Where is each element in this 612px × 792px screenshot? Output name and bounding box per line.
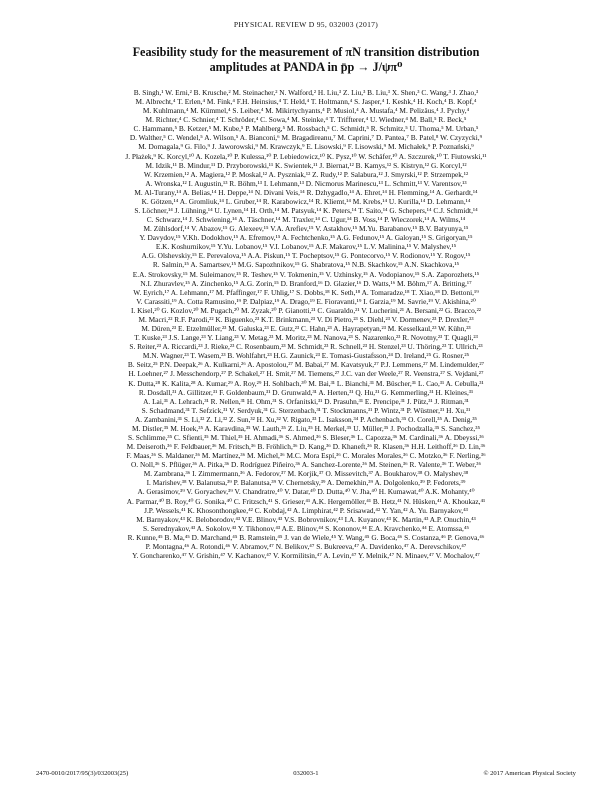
author-line: M. Idzik,¹¹ B. Mindur,¹¹ D. Przyborowski,¹¹ K. Swientek,¹¹ J. Biernat,¹² B. Kamys,¹² S. Kistryn,¹² G. Korcyl,¹² <box>145 160 467 170</box>
author-line: S. Löchner,¹⁴ J. Lühning,¹⁴ U. Lynen,¹⁴ H. Orth,¹⁴ M. Patsyuk,¹⁴ K. Peters,¹⁴ T. Saito,¹⁴ G. Schepers,¹⁴ C.J. Schmidt,¹⁴ <box>134 206 478 216</box>
author-line: R. Salmin,¹⁵ A. Samartsev,¹⁵ M.G. Sapozhnikov,¹⁵ G. Shabratova,¹⁵ N.B. Skachkov,¹⁵ A.N. Skachkova,¹⁵ <box>152 260 460 270</box>
author-line: C. Schwarz,¹⁴ J. Schwiening,¹⁴ A. Täschner,¹⁴ M. Traxler,¹⁴ C. Ugur,¹⁴ B. Voss,¹⁴ P. Wieczorek,¹⁴ A. Wilms,¹⁴ <box>146 215 466 225</box>
footer-issn: 2470-0010/2017/95(3)/032003(25) <box>36 770 129 777</box>
author-line: E.A. Strokovsky,¹⁵ M. Suleimanov,¹⁵ R. Teshev,¹⁵ V. Tokmenin,¹⁵ V. Uzhinsky,¹⁵ A. Vodopianov,¹⁵ S.A. Zaporozhets,¹⁵ <box>132 269 480 279</box>
author-list <box>40 88 572 560</box>
author-line: A. Parmar,⁴⁰ B. Roy,⁴⁰ G. Sonika,⁴⁰ C. Fritzsch,⁴¹ S. Grieser,⁴¹ A.K. Hergemöller,⁴¹ B. Hetz,⁴¹ N. Hüsken,⁴¹ A. Khoukaz,⁴¹ <box>126 496 486 506</box>
author-line: W. Eyrich,¹⁷ A. Lehmann,¹⁷ M. Pfaffinger,¹⁷ F. Uhlig,¹⁷ S. Dobbs,¹⁸ K. Seth,¹⁸ A. Tomaradze,¹⁸ T. Xiao,¹⁸ D. Bettoni,¹⁹ <box>133 287 479 297</box>
author-line: D. Walther,⁵ C. Wendel,⁵ A. Wilson,⁵ A. Bianconi,⁶ M. Bragadireanu,⁷ M. Caprini,⁷ D. Pantea,⁷ B. Patel,⁸ W. Czyzycki,⁹ <box>129 133 483 143</box>
paper-title <box>56 45 556 74</box>
footer-copyright: © 2017 American Physical Society <box>483 770 576 777</box>
author-line: B. Seitz,²⁵ P.N. Deepak,²⁶ A. Kulkarni,²⁶ A. Apostolou,²⁷ M. Babai,²⁷ M. Kavatsyuk,²⁷ P.J. Lemmens,²⁷ M. Lindemulder,²⁷ <box>127 360 485 370</box>
author-line: K. Götzen,¹⁴ A. Gromliuk,¹⁴ L. Gruber,¹⁴ R. Karabowicz,¹⁴ R. Kliemt,¹⁴ M. Krebs,¹⁴ U. Kurilla,¹⁴ D. Lehmann,¹⁴ <box>141 196 471 206</box>
author-line: S. Reiter,²³ A. Riccardi,²³ J. Rieke,²³ C. Rosenbaum,²³ M. Schmidt,²³ R. Schnell,²³ H. Stenzel,²³ U. Thöring,²³ T. Ullrich,²³ <box>129 342 483 352</box>
author-line: N.I. Zhuravlev,¹⁵ A. Zinchenko,¹⁵ A.G. Zorin,¹⁵ D. Branford,¹⁶ D. Glazier,¹⁶ D. Watts,¹⁶ M. Böhm,¹⁷ A. Britting,¹⁷ <box>140 278 472 288</box>
page-footer <box>36 770 576 777</box>
author-line: E.K. Koshurnikov,¹⁵ Y.Yu. Lobanov,¹⁵ V.I. Lobanov,¹⁵ A.F. Makarov,¹⁵ L.V. Malinina,¹⁵ V. Malyshev,¹⁵ <box>155 242 457 252</box>
journal-header: PHYSICAL REVIEW D 95, 032003 (2017) <box>233 20 379 29</box>
author-line: W. Krzemien,¹² A. Magiera,¹² P. Moskal,¹² A. Pyszniak,¹² Z. Rudy,¹² P. Salabura,¹² J. Smyrski,¹² P. Strzempek,¹² <box>143 169 469 179</box>
author-line: M. Deiseroth,³⁶ F. Feldbauer,³⁶ M. Fritsch,³⁶ B. Fröhlich,³⁶ D. Kang,³⁶ D. Khaneft,³⁶ R. Klasen,³⁶ H.H. Leithoff,³⁶ D. Lin,³⁶ <box>126 442 486 452</box>
author-line: A.G. Olshevskiy,¹⁵ E. Perevalova,¹⁵ A.A. Piskun,¹⁵ T. Pocheptsov,¹⁵ G. Pontecorvo,¹⁵ V. Rodionov,¹⁵ Y. Rogov,¹⁵ <box>141 251 471 261</box>
author-line: M. Al-Turany,¹⁴ A. Belias,¹⁴ H. Deppe,¹⁴ N. Divani Veis,¹⁴ R. Dzhygadlo,¹⁴ A. Ehret,¹⁴ H. Flemming,¹⁴ A. Gerhardt,¹⁴ <box>134 187 478 197</box>
author-line: S. Schlimme,³⁵ C. Sfienti,³⁵ M. Thiel,³⁵ H. Ahmadi,³⁶ S. Ahmed,³⁶ S. Bleser,³⁶ L. Capozza,³⁶ M. Cardinali,³⁶ A. Dbeyssi,³⁶ <box>128 432 484 442</box>
author-line: H. Loehner,²⁷ J. Messchendorp,²⁷ P. Schakel,²⁷ H. Smit,²⁷ M. Tiemens,²⁷ J.C. van der Weele,²⁷ R. Veenstra,²⁷ S. Vejdani,²⁷ <box>128 369 484 379</box>
author-line: R. Kunne,⁴⁵ B. Ma,⁴⁵ D. Marchand,⁴⁵ B. Ramstein,⁴⁵ J. van de Wiele,⁴⁵ Y. Wang,⁴⁵ G. Boca,⁴⁶ S. Costanza,⁴⁶ P. Genova,⁴⁶ <box>127 532 485 542</box>
author-line: M. Richter,⁴ C. Schnier,⁴ T. Schröder,⁴ C. Sowa,⁴ M. Steinke,⁴ T. Triffterer,⁴ U. Wiedner,⁴ M. Ball,⁵ R. Beck,⁵ <box>145 115 467 125</box>
author-line: M. Zambrana,³⁶ I. Zimmermann,³⁶ A. Fedorov,³⁷ M. Korjik,³⁷ O. Missevitch,³⁷ A. Boukharov,³⁸ O. Malyshev,³⁸ <box>143 469 469 479</box>
author-line: A. Zambanini,³¹ S. Li,³² Z. Li,³² Z. Sun,³² H. Xu,³² V. Rigato,³³ L. Isaksson,³⁴ P. Achenbach,³⁵ O. Corell,³⁵ A. Denig,³⁵ <box>135 414 477 424</box>
author-line: I. Marishev,³⁸ V. Balanutsa,³⁹ P. Balanutsa,³⁹ V. Chernetsky,³⁹ A. Demekhin,³⁹ A. Dolgolenko,³⁹ P. Fedorets,³⁹ <box>146 478 466 488</box>
author-line: A. Wronska,¹² I. Augustin,¹³ R. Böhm,¹³ I. Lehmann,¹³ D. Nicmorus Marinescu,¹³ L. Schmitt,¹³ V. Varentsov,¹³ <box>145 178 467 188</box>
author-line: J.P. Wessels,⁴¹ K. Khosonthongkee,⁴² C. Kobdaj,⁴² A. Limphirat,⁴² P. Srisawad,⁴² Y. Yan,⁴² A. Yu. Barnyakov,⁴³ <box>144 505 468 515</box>
author-line: B. Singh,¹ W. Erni,² B. Krusche,² M. Steinacher,² N. Walford,² H. Liu,³ Z. Liu,³ B. Liu,³ X. Shen,³ C. Wang,³ J. Zhao,³ <box>133 88 479 97</box>
author-line: M. Domagala,⁹ G. Filo,⁹ J. Jaworowski,⁹ M. Krawczyk,⁹ E. Lisowski,⁹ F. Lisowski,⁹ M. Michałek,⁹ P. Poznański,⁹ <box>138 142 474 152</box>
author-line: M. Macri,²² R.F. Parodi,²² K. Biguenko,²³ K.T. Brinkmann,²³ V. Di Pietro,²³ S. Diehl,²³ V. Dormenev,²³ P. Drexler,²³ <box>138 314 474 324</box>
author-line: Y. Goncharenko,⁴⁷ V. Grishin,⁴⁷ V. Kachanov,⁴⁷ V. Kormilitsin,⁴⁷ A. Levin,⁴⁷ Y. Melnik,⁴⁷ N. Minaev,⁴⁷ V. Mochalov,⁴⁷ <box>132 550 480 560</box>
author-line: C. Hammann,⁵ B. Ketzer,⁵ M. Kube,⁵ P. Mahlberg,⁵ M. Rossbach,⁵ C. Schmidt,⁵ R. Schmitz,⁵ U. Thoma,⁵ M. Urban,⁵ <box>133 124 479 134</box>
author-line: T. Kuske,²³ J.S. Lange,²³ Y. Liang,²³ V. Metag,²³ M. Moritz,²³ M. Nanova,²³ S. Nazarenko,²³ R. Novotny,²³ T. Quagli,²³ <box>134 333 478 343</box>
title-line-1: Feasibility study for the measurement of πN transition distribution <box>132 45 480 59</box>
author-line: O. Noll,³⁶ S. Pflüger,³⁶ A. Pitka,³⁶ D. Rodríguez Piñeiro,³⁶ A. Sanchez-Lorente,³⁶ M. Steinen,³⁶ R. Valente,³⁶ T. Weber,³⁶ <box>130 460 482 470</box>
author-line: A. Lai,³¹ A. Lehrach,³¹ R. Nellen,³¹ H. Ohm,³¹ S. Orfanitski,³¹ D. Prasuhn,³¹ E. Prencipe,³¹ J. Pütz,³¹ J. Ritman,³¹ <box>143 396 469 406</box>
author-line: I. Kisel,²⁰ G. Kozlov,²⁰ M. Pugach,²⁰ M. Zyzak,²⁰ P. Gianotti,²¹ C. Guaraldo,²¹ V. Lucherini,²¹ A. Bersani,²² G. Bracco,²² <box>130 305 482 315</box>
author-line: Y. Davydov,¹⁵ V.Kh. Dodokhov,¹⁵ A. Efremov,¹⁵ A. Fechtchenko,¹⁵ A.G. Fedunov,¹⁵ A. Galoyan,¹⁵ S. Grigoryan,¹⁵ <box>139 233 473 243</box>
author-line: S. Serednyakov,⁴³ A. Sokolov,⁴³ Y. Tikhonov,⁴³ A.E. Blinov,⁴⁴ S. Kononov,⁴⁴ E.A. Kravchenko,⁴⁴ E. Atomssa,⁴⁵ <box>143 523 469 533</box>
author-line: F. Maas,³⁶ S. Maldaner,³⁶ M. Martínez,³⁶ M. Michel,³⁶ M.C. Mora Espí,³⁶ C. Morales Morales,³⁶ C. Motzko,³⁶ F. Nerling,³⁶ <box>126 451 486 461</box>
author-line: R. Dosdall,³¹ A. Gillitzer,³¹ F. Goldenbaum,³¹ D. Grunwald,³¹ A. Herten,³¹ Q. Hu,³¹ G. Kemmerling,³¹ H. Kleines,³¹ <box>138 387 474 397</box>
author-line: M. Düren,²³ E. Etzelmüller,²³ M. Galuska,²³ E. Gutz,²³ C. Hahn,²³ A. Hayrapetyan,²³ M. Kesselkaul,²³ W. Kühn,²³ <box>141 324 471 334</box>
author-line: V. Carassiti,¹⁹ A. Cotta Ramusino,¹⁹ P. Dalpiaz,¹⁹ A. Drago,¹⁹ E. Fioravanti,¹⁹ I. Garzia,¹⁹ M. Savrie,¹⁹ V. Akishina,²⁰ <box>136 296 476 306</box>
footer-page-number: 032003-1 <box>293 770 319 777</box>
author-line: M. Albrecht,⁴ T. Erlen,⁴ M. Fink,⁴ F.H. Heinsius,⁴ T. Held,⁴ T. Holtmann,⁴ S. Jasper,⁴ I. Keshk,⁴ H. Koch,⁴ B. Kopf,⁴ <box>135 97 477 107</box>
author-line: J. Płażek,⁹ K. Korcyl,¹⁰ A. Kozela,¹⁰ P. Kulessa,¹⁰ P. Lebiedowicz,¹⁰ K. Pysz,¹⁰ W. Schäfer,¹⁰ A. Szczurek,¹⁰ T. Fiutowski,¹¹ <box>125 151 487 161</box>
title-line-2: amplitudes at PANDA in p̄p → J/ψπ⁰ <box>209 59 403 74</box>
author-line: P. Montagna,⁴⁶ A. Rotondi,⁴⁶ V. Abramov,⁴⁷ N. Belikov,⁴⁷ S. Bukreeva,⁴⁷ A. Davidenko,⁴⁷ A. Derevschikov,⁴⁷ <box>145 541 467 551</box>
author-line: A. Gerasimov,³⁹ V. Goryachev,³⁹ V. Chandratre,⁴⁰ V. Datar,⁴⁰ D. Dutta,⁴⁰ V. Jha,⁴⁰ H. Kumawat,⁴⁰ A.K. Mohanty,⁴⁰ <box>137 487 475 497</box>
author-line: S. Schadmand,³¹ T. Sefzick,³¹ V. Serdyuk,³¹ G. Sterzenbach,³¹ T. Stockmanns,³¹ P. Wintz,³¹ P. Wüstner,³¹ H. Xu,³¹ <box>141 405 471 415</box>
author-line: M. Barnyakov,⁴³ K. Beloborodov,⁴³ V.E. Blinov,⁴³ V.S. Bobrovnikov,⁴³ I.A. Kuyanov,⁴³ K. Martin,⁴³ A.P. Onuchin,⁴³ <box>136 514 476 524</box>
author-line: M. Distler,³⁵ M. Hoek,³⁵ A. Karavdina,³⁵ W. Lauth,³⁵ Z. Liu,³⁵ H. Merkel,³⁵ U. Müller,³⁵ J. Pochodzalla,³⁵ S. Sanchez,³⁵ <box>132 423 480 433</box>
author-line: M. Kuhlmann,⁴ M. Kümmel,⁴ S. Leiber,⁴ M. Mikirtychyants,⁴ P. Musiol,⁴ A. Mustafa,⁴ M. Pelizäus,⁴ J. Pychy,⁴ <box>142 106 470 116</box>
author-line: M.N. Wagner,²³ T. Wasem,²³ B. Wohlfahrt,²³ H.G. Zaunick,²³ E. Tomasi-Gustafsson,²⁴ D. Ireland,²⁵ G. Rosner,²⁵ <box>142 351 470 361</box>
author-line: M. Zühlsdorf,¹⁴ V. Abazov,¹⁵ G. Alexeev,¹⁵ V.A. Arefiev,¹⁵ V. Astakhov,¹⁵ M.Yu. Barabanov,¹⁵ B.V. Batyunya,¹⁵ <box>143 224 469 234</box>
author-line: K. Dutta,²⁸ K. Kalita,²⁸ A. Kumar,²⁹ A. Roy,²⁹ H. Sohlbach,³⁰ M. Bai,³¹ L. Bianchi,³¹ M. Büscher,³¹ L. Cao,³¹ A. Cebulla,³¹ <box>128 378 484 388</box>
